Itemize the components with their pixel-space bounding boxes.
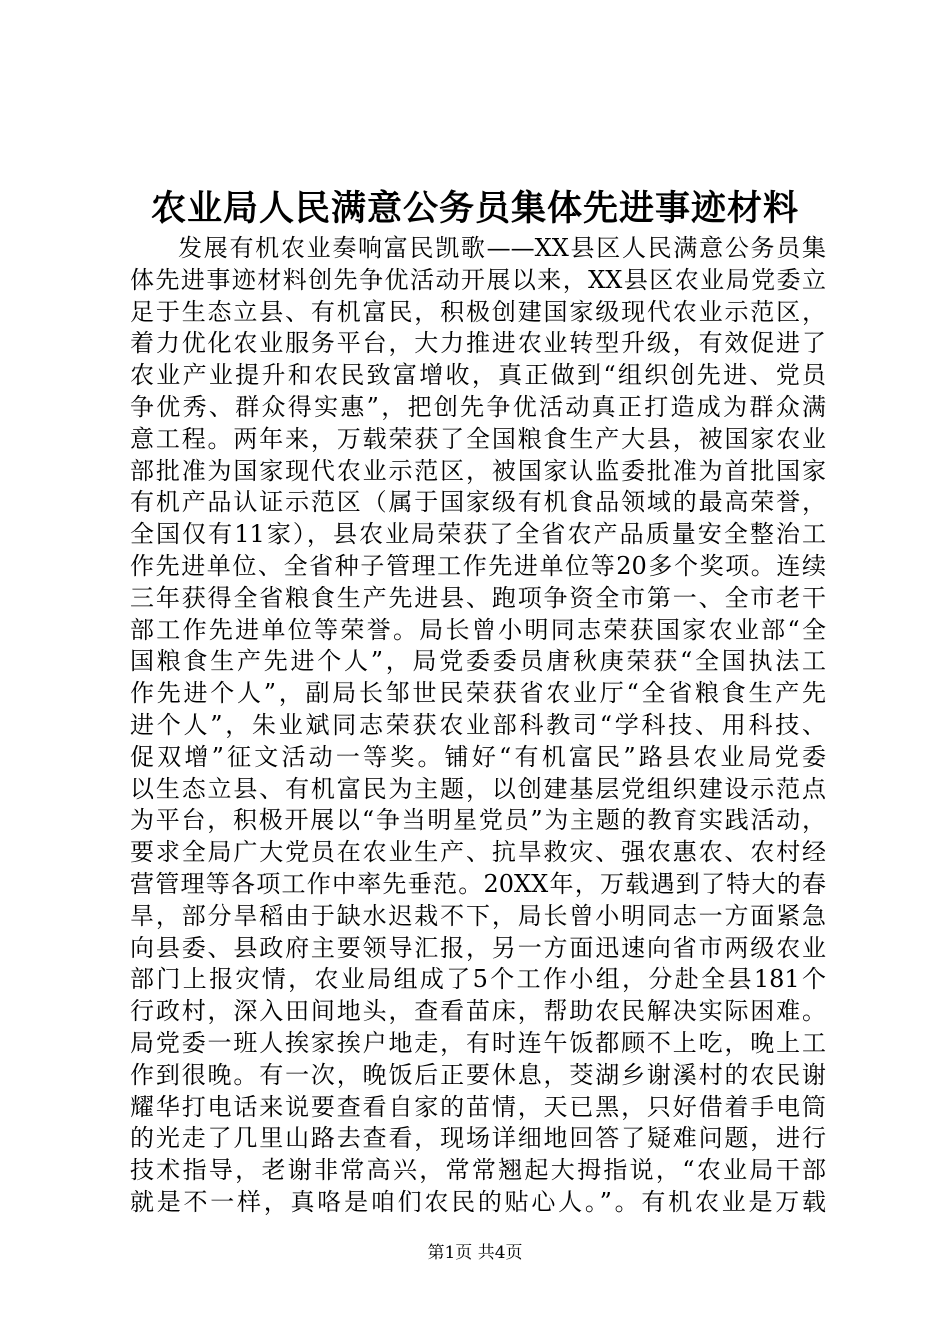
body-line: 向县委、县政府主要领导汇报，另一方面迅速向省市两级农业 [130,933,826,962]
body-line: 进个人”，朱业斌同志荣获农业部科教司“学科技、用科技、 [130,710,826,739]
body-line: 为平台，积极开展以“争当明星党员”为主题的教育实践活动， [130,806,826,835]
body-line: 以生态立县、有机富民为主题，以创建基层党组织建设示范点 [130,774,826,803]
body-line: 部工作先进单位等荣誉。局长曾小明同志荣获国家农业部“全 [130,615,826,644]
body-line: 农业产业提升和农民致富增收，真正做到“组织创先进、党员 [130,361,826,390]
body-line: 旱，部分旱稻由于缺水迟栽不下，局长曾小明同志一方面紧急 [130,901,826,930]
body-line: 技术指导，老谢非常高兴，常常翘起大拇指说，“农业局干部 [130,1156,826,1185]
body-line: 体先进事迹材料创先争优活动开展以来，XX县区农业局党委立 [130,265,826,294]
body-line: 着力优化农业服务平台，大力推进农业转型升级，有效促进了 [130,329,826,358]
body-line: 有机产品认证示范区（属于国家级有机食品领域的最高荣誉， [130,488,826,517]
body-line: 作先进个人”，副局长邹世民荣获省农业厅“全省粮食生产先 [130,679,826,708]
body-line: 营管理等各项工作中率先垂范。20XX年，万载遇到了特大的春 [130,869,826,898]
body-line: 全国仅有11家），县农业局荣获了全省农产品质量安全整治工 [130,520,826,549]
document-title: 农业局人民满意公务员集体先进事迹材料 [150,188,799,229]
body-line: 足于生态立县、有机富民，积极创建国家级现代农业示范区， [130,297,826,326]
body-line: 部批准为国家现代农业示范区，被国家认监委批准为首批国家 [130,456,826,485]
body-line: 作先进单位、全省种子管理工作先进单位等20多个奖项。连续 [130,551,826,580]
body-line: 发展有机农业奏响富民凯歌——XX县区人民满意公务员集 [178,234,826,262]
body-line: 局党委一班人挨家挨户地走，有时连午饭都顾不上吃，晚上工 [130,1028,826,1057]
body-line: 行政村，深入田间地头，查看苗床，帮助农民解决实际困难。 [130,997,826,1026]
body-line: 耀华打电话来说要查看自家的苗情，天已黑，只好借着手电筒 [130,1092,826,1121]
body-line: 作到很晚。有一次，晚饭后正要休息，茭湖乡谢溪村的农民谢 [130,1060,826,1089]
body-line: 部门上报灾情，农业局组成了5个工作小组，分赴全县181个 [130,965,826,994]
body-line: 就是不一样，真咯是咱们农民的贴心人。”。有机农业是万载 [130,1187,826,1216]
body-line: 争优秀、群众得实惠”，把创先争优活动真正打造成为群众满 [130,392,826,421]
page-footer: 第1页 共4页 [427,1243,523,1263]
body-line: 促双增”征文活动一等奖。铺好“有机富民”路县农业局党委 [130,742,826,771]
body-line: 三年获得全省粮食生产先进县、跑项争资全市第一、全市老干 [130,583,826,612]
body-line: 国粮食生产先进个人”，局党委委员唐秋庚荣获“全国执法工 [130,647,826,676]
document-body [130,233,826,1216]
body-line: 的光走了几里山路去查看，现场详细地回答了疑难问题，进行 [130,1124,826,1153]
body-line: 意工程。两年来，万载荣获了全国粮食生产大县，被国家农业 [130,424,826,453]
body-line: 要求全局广大党员在农业生产、抗旱救灾、强农惠农、农村经 [130,838,826,867]
